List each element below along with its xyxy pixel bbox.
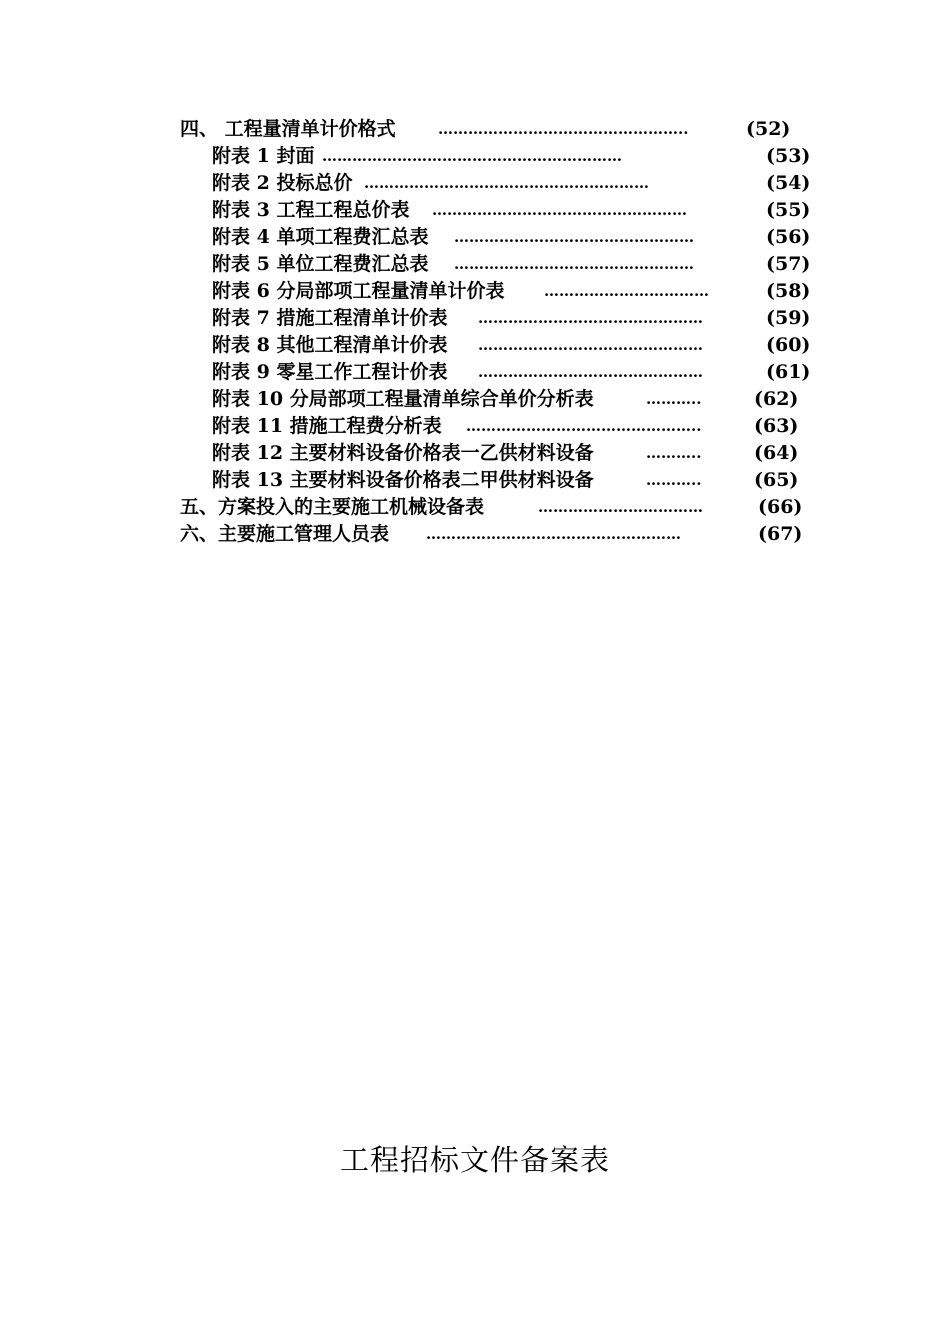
toc-entry-appendix-1[interactable] — [0, 143, 950, 170]
toc-entry-section-4[interactable] — [0, 116, 950, 143]
toc-page-number: (65) — [754, 469, 799, 491]
toc-leader-dots: …………………………………………………… — [322, 147, 622, 165]
toc-page-number: (59) — [766, 307, 811, 329]
toc-page-number: (64) — [754, 442, 799, 464]
toc-leader-dots: ……………………………………….. — [466, 417, 702, 435]
toc-entry-appendix-5[interactable] — [0, 251, 950, 278]
toc-entry-label: 附表 1 封面 — [212, 145, 315, 167]
toc-entry-label: 六、主要施工管理人员表 — [180, 523, 390, 545]
toc-entry-appendix-7[interactable] — [0, 305, 950, 332]
toc-page-number: (63) — [754, 415, 799, 437]
toc-leader-dots: ……….. — [646, 444, 702, 462]
toc-leader-dots: ……….. — [646, 390, 702, 408]
toc-page-number: (67) — [758, 523, 803, 545]
toc-entry-appendix-13[interactable] — [0, 467, 950, 494]
toc-entry-label: 附表 9 零星工作工程计价表 — [212, 361, 448, 383]
toc-entry-label: 附表 7 措施工程清单计价表 — [212, 307, 448, 329]
toc-leader-dots: …………………………… — [538, 498, 703, 516]
toc-page-number: (54) — [766, 172, 811, 194]
toc-entry-appendix-9[interactable] — [0, 359, 950, 386]
toc-leader-dots: ………………………………………… — [454, 228, 694, 246]
toc-entry-appendix-12[interactable] — [0, 440, 950, 467]
toc-entry-appendix-3[interactable] — [0, 197, 950, 224]
toc-leader-dots: …………………………… — [544, 282, 709, 300]
toc-entry-appendix-4[interactable] — [0, 224, 950, 251]
toc-entry-label: 附表 13 主要材料设备价格表二甲供材料设备 — [212, 469, 594, 491]
toc-entry-label: 附表 3 工程工程总价表 — [212, 199, 410, 221]
toc-entry-label: 附表 5 单位工程费汇总表 — [212, 253, 429, 275]
table-of-contents — [0, 116, 950, 548]
toc-entry-appendix-8[interactable] — [0, 332, 950, 359]
toc-entry-section-6[interactable] — [0, 521, 950, 548]
toc-entry-label: 四、 工程量清单计价格式 — [180, 118, 396, 140]
toc-entry-label: 附表 10 分局部项工程量清单综合单价分析表 — [212, 388, 594, 410]
toc-entry-appendix-11[interactable] — [0, 413, 950, 440]
toc-page-number: (58) — [766, 280, 811, 302]
toc-entry-label: 附表 2 投标总价 — [212, 172, 353, 194]
toc-leader-dots: ……………………………………… — [478, 309, 703, 327]
toc-page-number: (60) — [766, 334, 811, 356]
toc-leader-dots: …………………………………………… — [426, 525, 681, 543]
toc-entry-appendix-10[interactable] — [0, 386, 950, 413]
toc-leader-dots: ………………………………………….. — [438, 120, 689, 138]
document-title: 工程招标文件备案表 — [339, 1143, 610, 1177]
toc-entry-label: 附表 12 主要材料设备价格表一乙供材料设备 — [212, 442, 594, 464]
toc-page-number: (62) — [754, 388, 799, 410]
toc-entry-appendix-2[interactable] — [0, 170, 950, 197]
toc-entry-section-5[interactable] — [0, 494, 950, 521]
toc-leader-dots: ………………………………………………… — [364, 174, 649, 192]
toc-entry-label: 附表 8 其他工程清单计价表 — [212, 334, 448, 356]
toc-entry-label: 附表 4 单项工程费汇总表 — [212, 226, 429, 248]
toc-leader-dots: ……………………………………… — [478, 363, 703, 381]
toc-page-number: (66) — [758, 496, 803, 518]
toc-leader-dots: …………………………………………… — [432, 201, 687, 219]
toc-page-number: (57) — [766, 253, 811, 275]
toc-page-number: (61) — [766, 361, 811, 383]
toc-entry-appendix-6[interactable] — [0, 278, 950, 305]
toc-page-number: (56) — [766, 226, 811, 248]
toc-entry-label: 附表 6 分局部项工程量清单计价表 — [212, 280, 505, 302]
toc-page-number: (53) — [766, 145, 811, 167]
toc-page-number: (55) — [766, 199, 811, 221]
toc-leader-dots: ……….. — [646, 471, 702, 489]
toc-entry-label: 五、方案投入的主要施工机械设备表 — [180, 496, 485, 518]
toc-page-number: (52) — [746, 118, 791, 140]
toc-entry-label: 附表 11 措施工程费分析表 — [212, 415, 442, 437]
toc-leader-dots: ……………………………………… — [478, 336, 703, 354]
toc-leader-dots: ………………………………………… — [454, 255, 694, 273]
